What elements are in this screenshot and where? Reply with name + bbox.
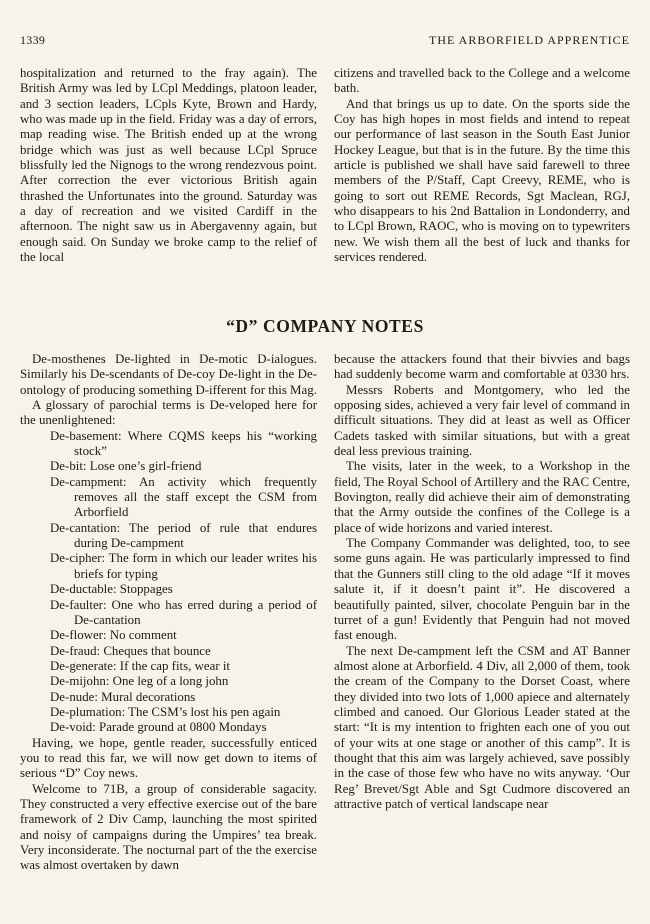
glossary-entry: De-bit: Lose one’s girl-friend — [50, 459, 202, 474]
paragraph: because the attackers found that their bivvies and bags had suddenly become warm and comfortable at 0330 hrs. — [334, 352, 630, 382]
glossary-entry: De-campment: An activity which frequently removes all the staff except the CSM from Arborfield — [50, 474, 317, 520]
glossary-entry: De-ductable: Stoppages — [50, 582, 173, 597]
glossary-entry: De-fraud: Cheques that bounce — [50, 643, 211, 658]
glossary-entry: De-faulter: One who has erred during a period of De-cantation — [50, 597, 317, 627]
paragraph: citizens and travelled back to the College and a welcome bath. — [334, 66, 630, 96]
paragraph: De-mosthenes De-lighted in De-motic D-ialogues. Similarly his De-scendants of De-coy De-light in the De-ontology of producing something D-ifferent for this Mag. — [20, 352, 317, 397]
paragraph: And that brings us up to date. On the sports side the Coy has high hopes in most fields and intend to repeat our performance of last season in the South East Junior Hockey League, but that is in the future. By the time this article is published we shall have said farewell to three members of the P/Staff, Capt Creevy, REME, who is going to sort out REME Records, Sgt Maclean, RGJ, who disappears to his 2nd Battalion in Londonderry, and to LCpl Brown, RAOC, who is moving on to typewriters new. We wish them all the best of luck and thanks for services rendered. — [334, 96, 630, 265]
bottom-left-column — [20, 352, 317, 874]
paragraph: The Company Commander was delighted, too, to see some guns again. He was particularly impressed to find that the Gunners still cling to the old adage “If it moves salute it, if it doesn’t paint it”. He discovered a beautifully painted, silver, chocolate Penguin bar in the turret of a gun! Evidently that Penguin had not moved fast enough. — [334, 536, 630, 643]
paragraph: The visits, later in the week, to a Workshop in the field, The Royal School of Artillery and the RAC Centre, Bovington, really did achieve their aim of demonstrating that the Army outside the confines of the College is a place of wide horizons and varied interest. — [334, 459, 630, 535]
glossary-entry: De-cantation: The period of rule that endures during De-campment — [50, 520, 317, 551]
top-right-column — [334, 66, 630, 265]
glossary-entry: De-cipher: The form in which our leader writes his briefs for typing — [50, 551, 317, 581]
glossary-list — [20, 429, 317, 736]
paragraph: Welcome to 71B, a group of considerable sagacity. They constructed a very effective exercise out of the bare framework of 2 Div Camp, launching the most spirited and noisy of campaigns during the Umpires’ tea break. Very inconsiderate. The nocturnal part of the the exercise was almost overtaken by dawn — [20, 781, 317, 873]
paragraph: Having, we hope, gentle reader, successfully enticed you to read this far, we will now get down to items of serious “D” Coy news. — [20, 735, 317, 781]
glossary-entry: De-plumation: The CSM’s lost his pen again — [50, 704, 281, 719]
glossary-entry: De-basement: Where CQMS keeps his “working stock” — [50, 428, 317, 459]
glossary-entry: De-mijohn: One leg of a long john — [50, 674, 229, 689]
page-header — [20, 33, 630, 49]
publication-title: THE ARBORFIELD APPRENTICE — [428, 33, 630, 47]
glossary-entry: De-nude: Mural decorations — [50, 689, 196, 704]
top-left-column — [20, 66, 317, 265]
glossary-entry: De-generate: If the cap fits, wear it — [50, 658, 231, 673]
page-number: 1339 — [20, 33, 46, 47]
section-title: “D” COMPANY NOTES — [226, 316, 424, 336]
bottom-right-column — [334, 352, 630, 812]
paragraph: hospitalization and returned to the fray again). The British Army was led by LCpl Meddings, platoon leader, and 3 section leaders, LCpls Kyte, Brown and Hardy, who was made up in the field. Friday was a day of errors, map reading wise. The British ended up at the wrong bridge which was just as well because LCpl Spruce blissfully led the Nignogs to the wrong rendezvous point. After correction the ever victorious British again thrashed the Unfortunates into the ground. Saturday was a day of recreation and we visited Cardiff in the afternoon. The night saw us in Abergavenny again, but enough said. On Sunday we broke camp to the relief of the local — [20, 66, 317, 265]
glossary-entry: De-void: Parade ground at 0800 Mondays — [50, 720, 267, 735]
paragraph: A glossary of parochial terms is De-veloped here for the unenlightened: — [20, 398, 317, 428]
paragraph: The next De-campment left the CSM and AT Banner almost alone at Arborfield. 4 Div, all 2,000 of them, took the cream of the Company to the Dorset Coast, where they divided into two lots of 1,000 apiece and alternately climbed and canoed. Our Glorious Leader stated at the start: “It is my intention to frighten each one of you out of your wits at one stage or another of this camp”. It is thought that this aim was largely achieved, save possibly in the case of those few who have no wits anyway. ‘Our Reg’ Brevet/Sgt Able and Sgt Cudmore discovered an attractive patch of vertical landscape near — [334, 643, 630, 811]
paragraph: Messrs Roberts and Montgomery, who led the opposing sides, achieved a very fair level of command in difficult situations. They did at least as well as Officer Cadets tasked with similar situations, but with a great deal less previous training. — [334, 382, 630, 459]
glossary-entry: De-flower: No comment — [50, 628, 177, 643]
